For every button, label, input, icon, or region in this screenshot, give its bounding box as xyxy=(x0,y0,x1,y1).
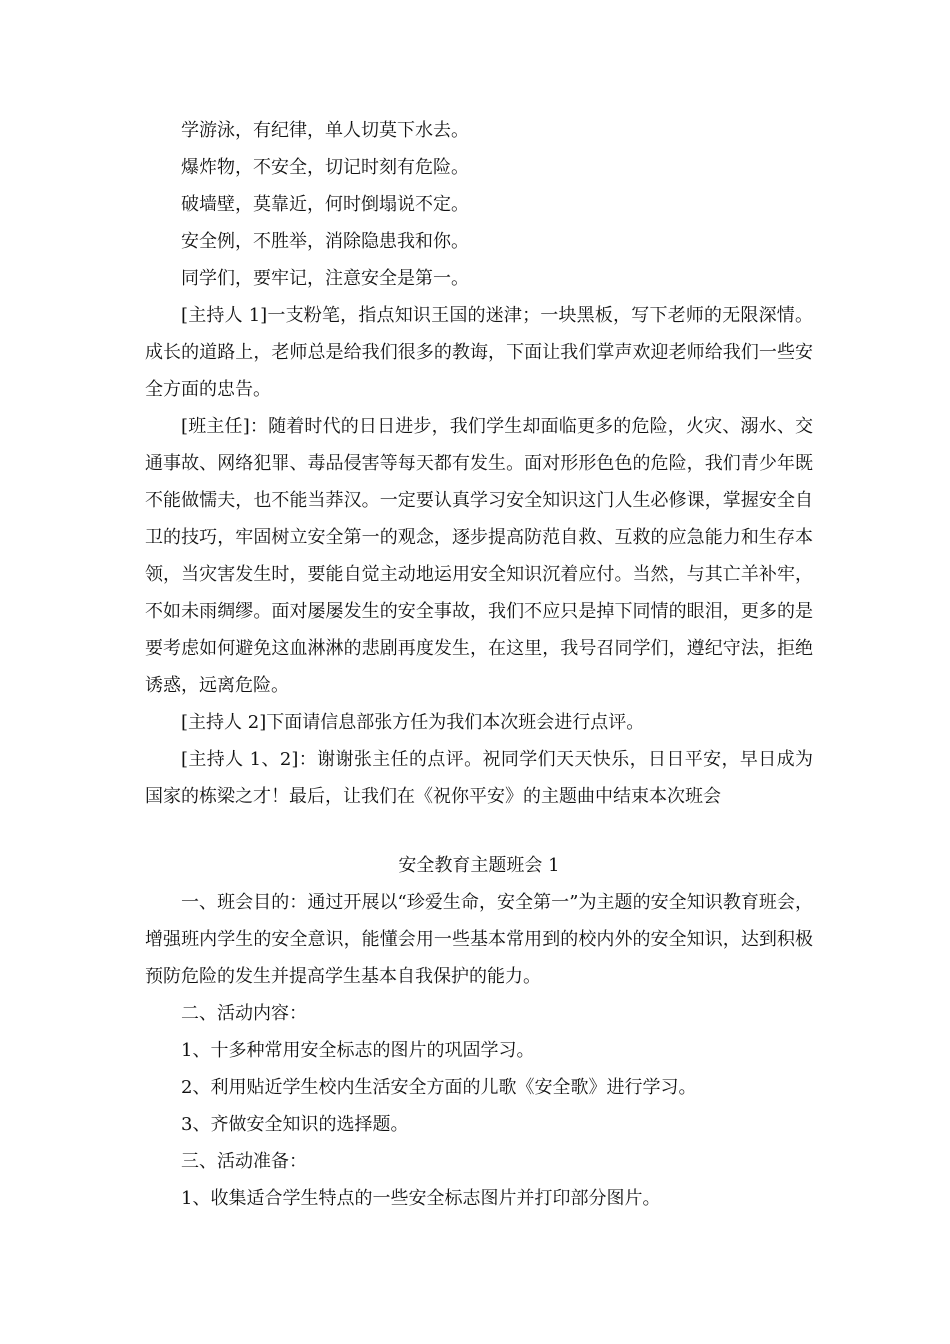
section-spacer xyxy=(145,815,813,847)
paragraph: 1、十多种常用安全标志的图片的巩固学习。 xyxy=(181,1040,535,1061)
paragraph: 2、利用贴近学生校内生活安全方面的儿歌《安全歌》进行学习。 xyxy=(181,1077,697,1098)
paragraph: 一、班会目的：通过开展以“珍爱生命，安全第一”为主题的安全知识教育班会，增强班内学生的安全意识，能懂会用一些基本常用到的校内外的安全知识，达到积极预防危险的发生并提高学生基本自我保护的能力。 xyxy=(145,892,813,987)
paragraph: [班主任]：随着时代的日日进步，我们学生却面临更多的危险，火灾、溺水、交通事故、网络犯罪、毒品侵害等每天都有发生。面对形形色色的危险，我们青少年既不能做懦夫，也不能当莽汉。一定要认真学习安全知识这门人生必修课，掌握安全自卫的技巧，牢固树立安全第一的观念，逐步提高防范自救、互救的应急能力和生存本领，当灾害发生时，要能自觉主动地运用安全知识沉着应付。当然，与其亡羊补牢，不如未雨绸缪。面对屡屡发生的安全事故，我们不应只是掉下同情的眼泪，更多的是要考虑如何避免这血淋淋的悲剧再度发生，在这里，我号召同学们，遵纪守法，拒绝诱惑，远离危险。 xyxy=(145,416,813,696)
document-body xyxy=(145,112,813,1217)
paragraph: [主持人 2]下面请信息部张方任为我们本次班会进行点评。 xyxy=(181,712,645,733)
paragraph: 爆炸物，不安全，切记时刻有危险。 xyxy=(181,157,469,178)
paragraph: 破墙壁，莫靠近，何时倒塌说不定。 xyxy=(181,194,469,215)
paragraph: 1、收集适合学生特点的一些安全标志图片并打印部分图片。 xyxy=(181,1188,661,1209)
paragraph: [主持人 1]一支粉笔，指点知识王国的迷津；一块黑板，写下老师的无限深情。成长的道路上，老师总是给我们很多的教诲，下面让我们掌声欢迎老师给我们一些安全方面的忠告。 xyxy=(145,305,813,400)
paragraph: 同学们，要牢记，注意安全是第一。 xyxy=(181,268,469,289)
paragraph: 3、齐做安全知识的选择题。 xyxy=(181,1114,409,1135)
paragraph: 学游泳，有纪律，单人切莫下水去。 xyxy=(181,120,469,141)
paragraph: 三、活动准备： xyxy=(181,1151,307,1172)
paragraph: 二、活动内容： xyxy=(181,1003,307,1024)
paragraph: [主持人 1、2]：谢谢张主任的点评。祝同学们天天快乐，日日平安，早日成为国家的栋梁之才！最后，让我们在《祝你平安》的主题曲中结束本次班会 xyxy=(145,749,813,807)
section-title: 安全教育主题班会 1 xyxy=(398,855,560,876)
paragraph: 安全例，不胜举，消除隐患我和你。 xyxy=(181,231,469,252)
